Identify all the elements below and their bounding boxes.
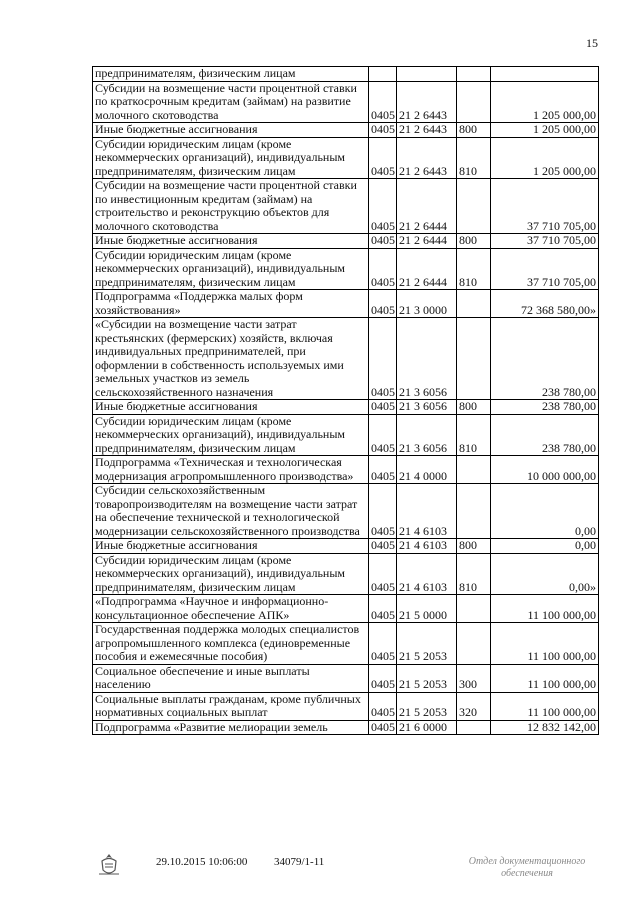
row-code-cell: 21 4 6103 — [397, 484, 457, 539]
table-row — [93, 137, 599, 179]
row-section-cell: 0405 — [369, 290, 397, 318]
row-name-cell: Субсидии юридическим лицам (кроме некоммерческих организаций), индивидуальным предпринимателям, физическим лицам — [93, 137, 369, 179]
row-name-cell: Социальные выплаты гражданам, кроме публичных нормативных социальных выплат — [93, 692, 369, 720]
row-name-cell: Подпрограмма «Техническая и технологическая модернизация агропромышленного производства» — [93, 456, 369, 484]
row-sum-cell: 11 100 000,00 — [491, 664, 599, 692]
row-name-cell: Субсидии на возмещение части процентной ставки по инвестиционным кредитам (займам) на строительство и реконструкцию объектов для молочного скотоводства — [93, 179, 369, 234]
row-sum-cell: 1 205 000,00 — [491, 123, 599, 138]
table-row — [93, 123, 599, 138]
row-type-cell — [457, 484, 491, 539]
row-code-cell: 21 3 6056 — [397, 414, 457, 456]
table-row — [93, 290, 599, 318]
table-row — [93, 623, 599, 665]
row-code-cell: 21 3 0000 — [397, 290, 457, 318]
row-name-cell: Иные бюджетные ассигнования — [93, 539, 369, 554]
budget-table — [92, 66, 599, 735]
row-code-cell: 21 2 6443 — [397, 123, 457, 138]
row-name-cell: Иные бюджетные ассигнования — [93, 123, 369, 138]
row-sum-cell — [491, 67, 599, 82]
row-type-cell — [457, 720, 491, 735]
row-sum-cell: 37 710 705,00 — [491, 248, 599, 290]
row-sum-cell: 37 710 705,00 — [491, 234, 599, 249]
row-code-cell: 21 3 6056 — [397, 318, 457, 400]
row-section-cell: 0405 — [369, 539, 397, 554]
footer-date: 29.10.2015 10:06:00 — [156, 856, 248, 868]
row-type-cell: 800 — [457, 539, 491, 554]
row-type-cell: 810 — [457, 137, 491, 179]
row-section-cell: 0405 — [369, 248, 397, 290]
row-name-cell: Субсидии юридическим лицам (кроме некоммерческих организаций), индивидуальным предпринимателям, физическим лицам — [93, 553, 369, 595]
row-sum-cell: 10 000 000,00 — [491, 456, 599, 484]
row-name-cell: предпринимателям, физическим лицам — [93, 67, 369, 82]
row-sum-cell: 0,00 — [491, 484, 599, 539]
row-code-cell: 21 5 2053 — [397, 623, 457, 665]
row-type-cell: 810 — [457, 553, 491, 595]
row-section-cell: 0405 — [369, 81, 397, 123]
row-sum-cell: 238 780,00 — [491, 318, 599, 400]
row-sum-cell: 11 100 000,00 — [491, 623, 599, 665]
row-code-cell: 21 2 6444 — [397, 234, 457, 249]
row-section-cell: 0405 — [369, 456, 397, 484]
row-section-cell: 0405 — [369, 484, 397, 539]
table-row — [93, 539, 599, 554]
table-row — [93, 456, 599, 484]
row-type-cell: 320 — [457, 692, 491, 720]
row-code-cell: 21 5 0000 — [397, 595, 457, 623]
row-name-cell: Субсидии на возмещение части процентной ставки по краткосрочным кредитам (займам) на развитие молочного скотоводства — [93, 81, 369, 123]
row-section-cell: 0405 — [369, 623, 397, 665]
row-sum-cell: 1 205 000,00 — [491, 137, 599, 179]
footer-doc-id: 34079/1-11 — [274, 856, 325, 868]
row-code-cell: 21 3 6056 — [397, 400, 457, 415]
table-row — [93, 67, 599, 82]
row-type-cell — [457, 290, 491, 318]
row-code-cell: 21 2 6444 — [397, 248, 457, 290]
row-section-cell — [369, 67, 397, 82]
row-code-cell — [397, 67, 457, 82]
page-number: 15 — [586, 36, 598, 50]
row-section-cell: 0405 — [369, 123, 397, 138]
row-section-cell: 0405 — [369, 234, 397, 249]
row-code-cell: 21 2 6444 — [397, 179, 457, 234]
row-name-cell: Субсидии юридическим лицам (кроме некоммерческих организаций), индивидуальным предпринимателям, физическим лицам — [93, 248, 369, 290]
row-code-cell: 21 4 6103 — [397, 539, 457, 554]
row-code-cell: 21 2 6443 — [397, 81, 457, 123]
row-code-cell: 21 4 6103 — [397, 553, 457, 595]
row-type-cell — [457, 81, 491, 123]
row-type-cell: 800 — [457, 123, 491, 138]
row-type-cell — [457, 456, 491, 484]
table-row — [93, 318, 599, 400]
row-name-cell: Подпрограмма «Поддержка малых форм хозяйствования» — [93, 290, 369, 318]
row-section-cell: 0405 — [369, 553, 397, 595]
row-section-cell: 0405 — [369, 318, 397, 400]
budget-table-body — [93, 67, 599, 735]
row-section-cell: 0405 — [369, 664, 397, 692]
row-section-cell: 0405 — [369, 137, 397, 179]
row-code-cell: 21 6 0000 — [397, 720, 457, 735]
table-row — [93, 692, 599, 720]
row-sum-cell: 37 710 705,00 — [491, 179, 599, 234]
table-row — [93, 484, 599, 539]
row-sum-cell: 1 205 000,00 — [491, 81, 599, 123]
row-name-cell: Социальное обеспечение и иные выплаты населению — [93, 664, 369, 692]
row-name-cell: Субсидии сельскохозяйственным товаропроизводителям на возмещение части затрат на обеспечение технической и технологической модернизации сельскохозяйственного производства — [93, 484, 369, 539]
table-row — [93, 664, 599, 692]
row-type-cell: 300 — [457, 664, 491, 692]
row-section-cell: 0405 — [369, 179, 397, 234]
row-name-cell: Подпрограмма «Развитие мелиорации земель — [93, 720, 369, 735]
footer-stamp: Отдел документационного обеспечения — [468, 856, 586, 879]
row-type-cell — [457, 595, 491, 623]
row-code-cell: 21 5 2053 — [397, 664, 457, 692]
row-name-cell: Государственная поддержка молодых специалистов агропромышленного комплекса (единовременные пособия и ежемесячные пособия) — [93, 623, 369, 665]
row-name-cell: Иные бюджетные ассигнования — [93, 234, 369, 249]
row-sum-cell: 11 100 000,00 — [491, 692, 599, 720]
table-row — [93, 720, 599, 735]
row-name-cell: Субсидии юридическим лицам (кроме некоммерческих организаций), индивидуальным предпринимателям, физическим лицам — [93, 414, 369, 456]
table-row — [93, 553, 599, 595]
row-name-cell: Иные бюджетные ассигнования — [93, 400, 369, 415]
row-section-cell: 0405 — [369, 595, 397, 623]
row-code-cell: 21 5 2053 — [397, 692, 457, 720]
row-section-cell: 0405 — [369, 720, 397, 735]
row-type-cell — [457, 67, 491, 82]
row-type-cell: 810 — [457, 248, 491, 290]
table-row — [93, 248, 599, 290]
row-section-cell: 0405 — [369, 400, 397, 415]
row-code-cell: 21 2 6443 — [397, 137, 457, 179]
row-name-cell: «Субсидии на возмещение части затрат крестьянских (фермерских) хозяйств, включая индивидуальных предпринимателей, при оформлении в собственность используемых ими земельных участков из земель сельскохозяйственного назначения — [93, 318, 369, 400]
row-section-cell: 0405 — [369, 414, 397, 456]
row-type-cell: 810 — [457, 414, 491, 456]
row-sum-cell: 11 100 000,00 — [491, 595, 599, 623]
row-sum-cell: 238 780,00 — [491, 400, 599, 415]
row-code-cell: 21 4 0000 — [397, 456, 457, 484]
table-row — [93, 81, 599, 123]
emblem-icon — [96, 852, 122, 878]
table-row — [93, 414, 599, 456]
row-sum-cell: 12 832 142,00 — [491, 720, 599, 735]
row-sum-cell: 238 780,00 — [491, 414, 599, 456]
row-type-cell: 800 — [457, 234, 491, 249]
row-type-cell — [457, 623, 491, 665]
table-row — [93, 595, 599, 623]
row-sum-cell: 0,00 — [491, 539, 599, 554]
table-row — [93, 400, 599, 415]
table-row — [93, 234, 599, 249]
table-row — [93, 179, 599, 234]
row-sum-cell: 0,00» — [491, 553, 599, 595]
row-sum-cell: 72 368 580,00» — [491, 290, 599, 318]
row-type-cell — [457, 179, 491, 234]
row-type-cell — [457, 318, 491, 400]
row-type-cell: 800 — [457, 400, 491, 415]
row-name-cell: «Подпрограмма «Научное и информационно-консультационное обеспечение АПК» — [93, 595, 369, 623]
row-section-cell: 0405 — [369, 692, 397, 720]
